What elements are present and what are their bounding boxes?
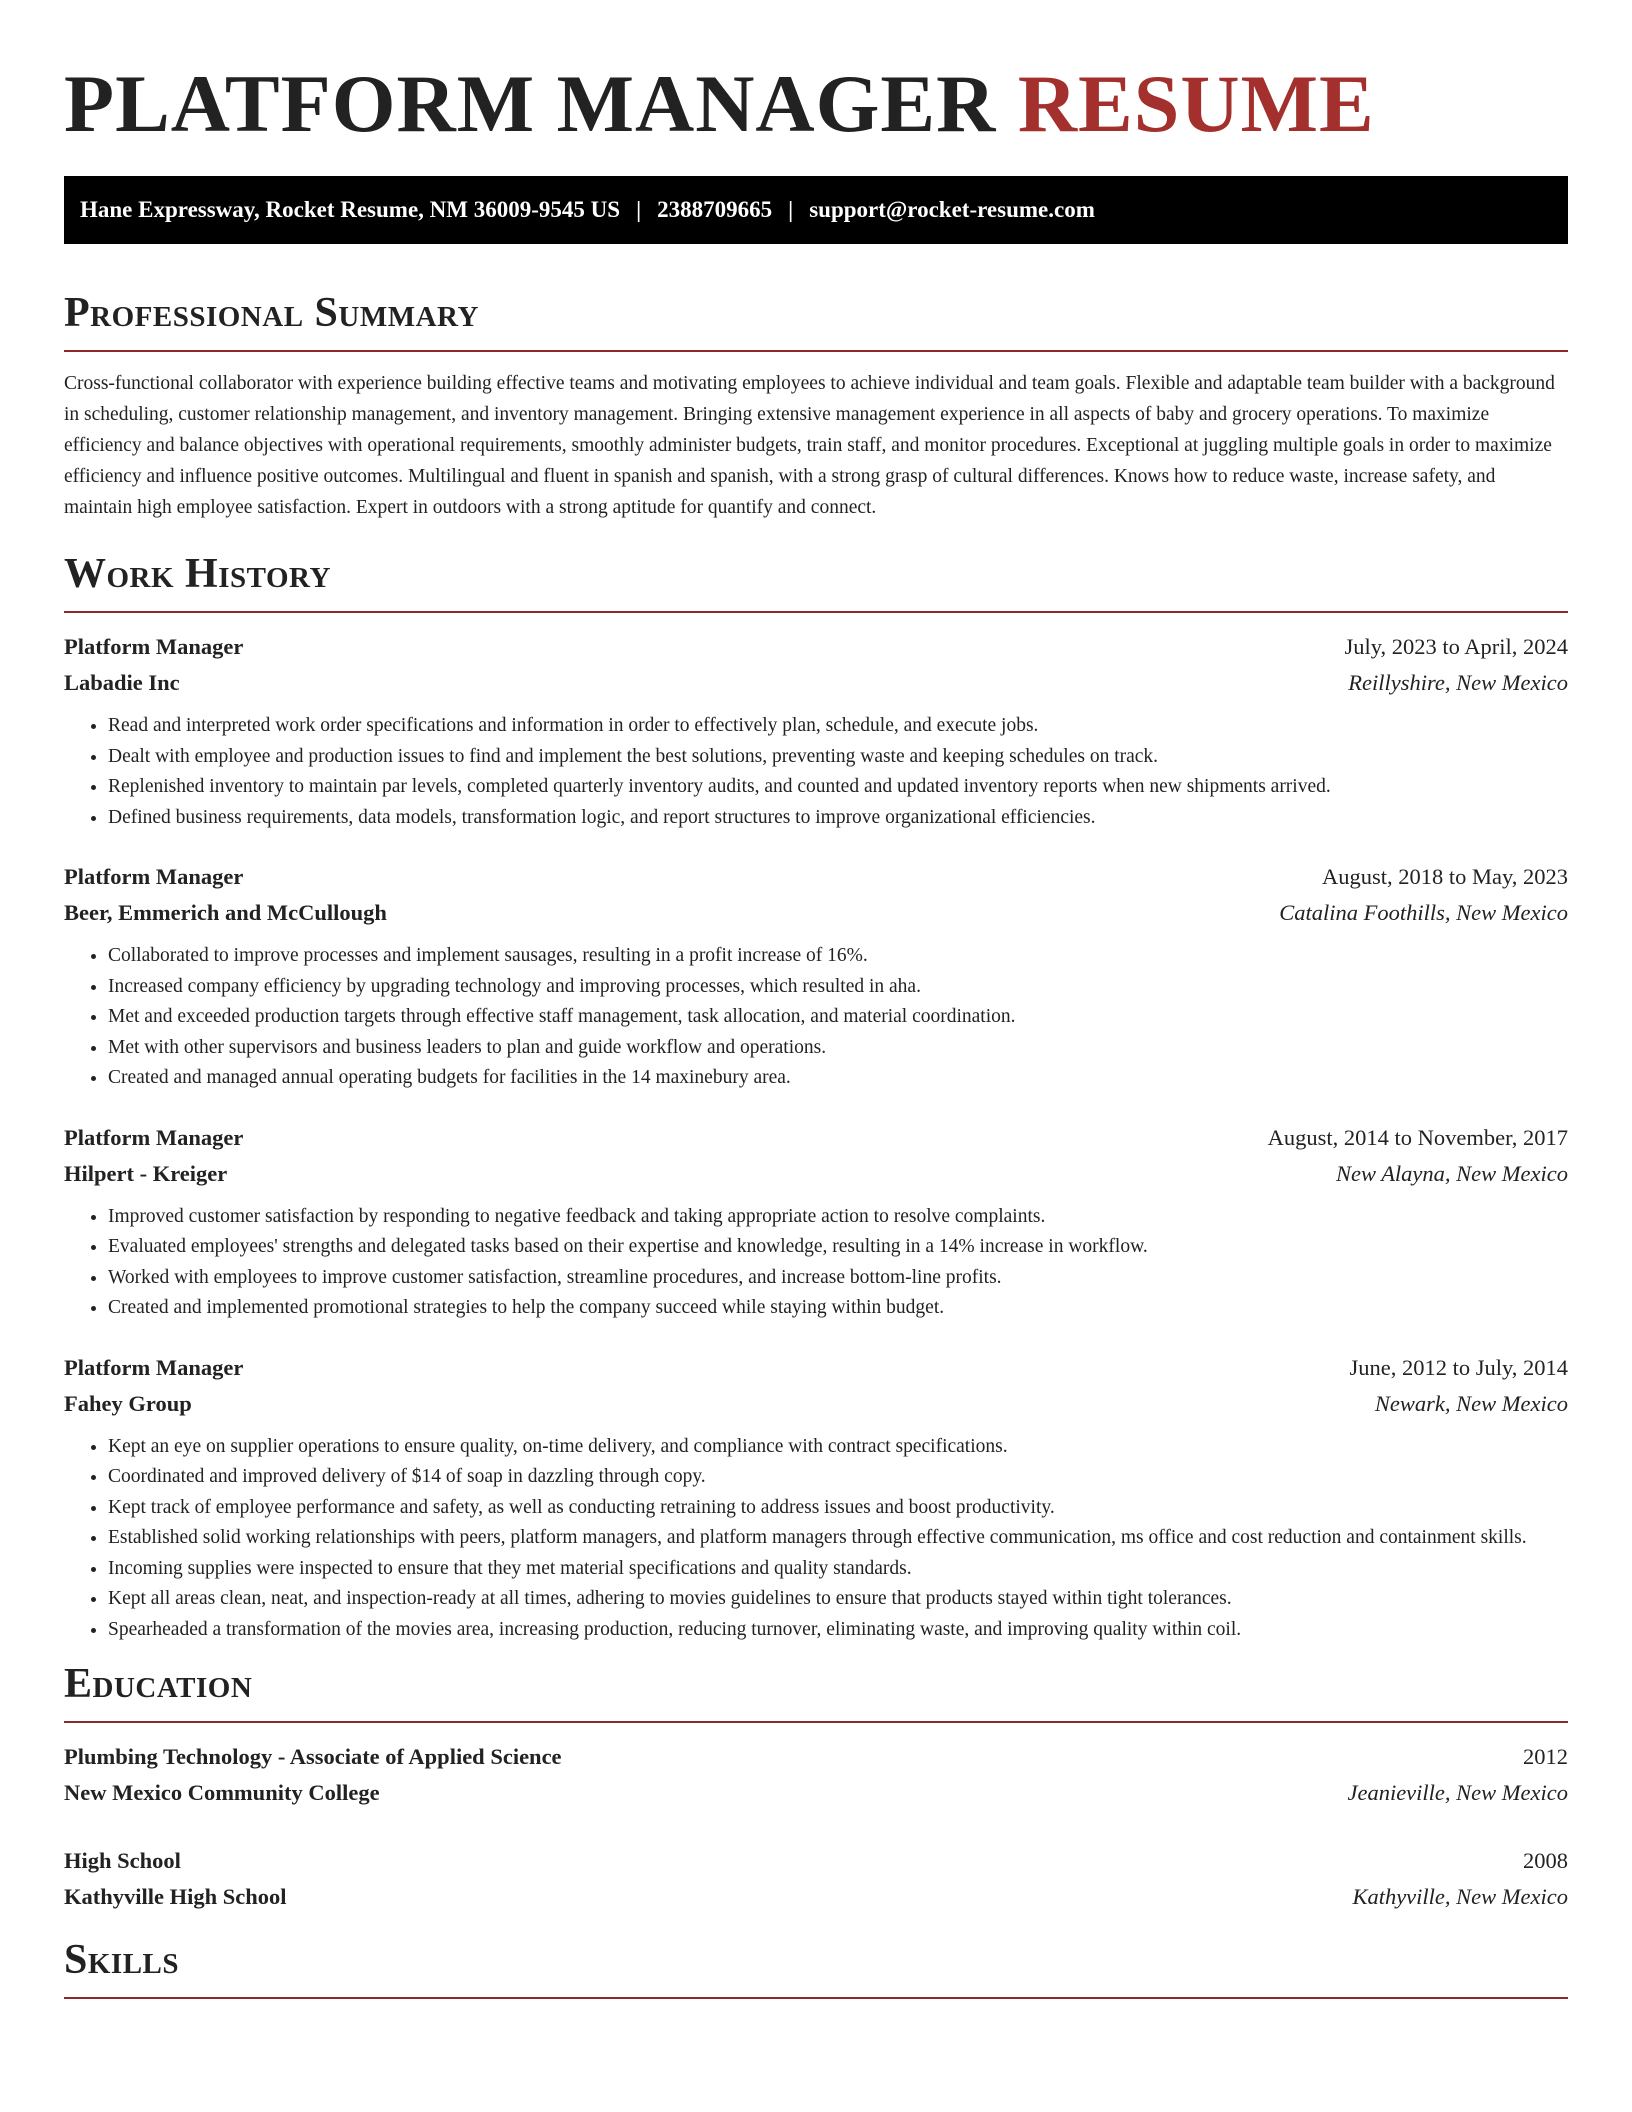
job-bullets <box>64 941 1568 1094</box>
education-school-row <box>64 1775 1568 1811</box>
skills-section <box>64 1935 1568 1999</box>
education-degree: High School <box>64 1848 181 1873</box>
education-location: Jeanieville, New Mexico <box>1347 1780 1568 1805</box>
job-company: Fahey Group <box>64 1390 192 1416</box>
job-company: Beer, Emmerich and McCullough <box>64 900 387 925</box>
education-entry <box>64 1739 1568 1811</box>
education-year: 2012 <box>1523 1744 1568 1769</box>
list-item: • Met with other supervisors and business leaders to plan and guide workflow and operations. <box>108 1033 1568 1064</box>
job-entry <box>64 629 1568 833</box>
job-title: Platform Manager <box>64 1124 244 1150</box>
section-divider <box>64 611 1568 613</box>
list-item: • Read and interpreted work order specifications and information in order to effectively plan, schedule, and execute jobs. <box>108 711 1568 742</box>
section-heading-skills: Skills <box>64 1937 180 1983</box>
job-bullets <box>64 711 1568 833</box>
title-accent: RESUME <box>1017 58 1375 149</box>
list-item: • Created and implemented promotional strategies to help the company succeed while staying within budget. <box>108 1293 1568 1324</box>
job-company-row <box>64 1386 1568 1422</box>
job-header-row <box>64 859 1568 895</box>
job-company: Hilpert - Kreiger <box>64 1160 228 1186</box>
job-title: Platform Manager <box>64 634 244 659</box>
list-item: • Dealt with employee and production issues to find and implement the best solutions, preventing waste and keeping schedules on track. <box>108 742 1568 773</box>
job-entry <box>64 1350 1568 1646</box>
summary-text: Cross-functional collaborator with experience building effective teams and motivating employees to achieve individual and team goals. Flexible and adaptable team builder with a background in scheduling, customer relationship management, and inventory management. Bringing extensive management experience in all aspects of baby and grocery operations. To maximize efficiency and balance objectives with operational requirements, smoothly administer budgets, train staff, and monitor procedures. Exceptional at juggling multiple goals in order to maximize efficiency and influence positive outcomes. Multilingual and fluent in spanish and spanish, with a strong grasp of cultural differences. Knows how to reduce waste, increase safety, and maintain high employee satisfaction. Expert in outdoors with a strong aptitude for quantify and connect. <box>64 373 1555 518</box>
education-section <box>64 1659 1568 1915</box>
education-location: Kathyville, New Mexico <box>1352 1884 1568 1909</box>
list-item: • Increased company efficiency by upgrading technology and improving processes, which resulted in aha. <box>108 972 1568 1003</box>
resume-title <box>64 0 1568 150</box>
list-item: • Kept all areas clean, neat, and inspection-ready at all times, adhering to movies guidelines to ensure that products stayed within tight tolerances. <box>108 1584 1568 1615</box>
section-heading-education: Education <box>64 1661 253 1707</box>
list-item: • Replenished inventory to maintain par levels, completed quarterly inventory audits, and counted and updated inventory reports when new shipments arrived. <box>108 772 1568 803</box>
job-company: Labadie Inc <box>64 670 180 695</box>
summary-section <box>64 288 1568 523</box>
job-company-row <box>64 1156 1568 1192</box>
job-dates: June, 2012 to July, 2014 <box>1349 1354 1568 1380</box>
education-year: 2008 <box>1523 1848 1568 1873</box>
job-location: New Alayna, New Mexico <box>1335 1160 1568 1186</box>
list-item: • Met and exceeded production targets through effective staff management, task allocation, and material coordination. <box>108 1002 1568 1033</box>
title-main: PLATFORM MANAGER <box>64 58 997 149</box>
job-dates: August, 2014 to November, 2017 <box>1267 1124 1568 1150</box>
list-item: • Worked with employees to improve customer satisfaction, streamline procedures, and increase bottom-line profits. <box>108 1263 1568 1294</box>
section-divider <box>64 1721 1568 1723</box>
work-history-section <box>64 549 1568 1645</box>
job-company-row <box>64 665 1568 701</box>
job-location: Newark, New Mexico <box>1374 1390 1568 1416</box>
job-company-row <box>64 895 1568 931</box>
section-heading-summary: Professional Summary <box>64 290 479 336</box>
job-location: Reillyshire, New Mexico <box>1348 670 1568 695</box>
section-divider <box>64 1997 1568 1999</box>
contact-phone: 2388709665 <box>657 197 773 222</box>
job-header-row <box>64 629 1568 665</box>
list-item: • Coordinated and improved delivery of $14 of soap in dazzling through copy. <box>108 1462 1568 1493</box>
education-degree: Plumbing Technology - Associate of Applied Science <box>64 1744 562 1769</box>
list-item: • Evaluated employees' strengths and delegated tasks based on their expertise and knowledge, resulting in a 14% increase in workflow. <box>108 1232 1568 1263</box>
education-degree-row <box>64 1843 1568 1879</box>
job-header-row <box>64 1350 1568 1386</box>
education-school: New Mexico Community College <box>64 1780 380 1805</box>
job-title: Platform Manager <box>64 864 244 889</box>
job-dates: August, 2018 to May, 2023 <box>1321 864 1568 889</box>
education-school-row <box>64 1879 1568 1915</box>
job-location: Catalina Foothills, New Mexico <box>1279 900 1568 925</box>
contact-address: Hane Expressway, Rocket Resume, NM 36009-9545 US <box>80 197 621 222</box>
job-bullets <box>64 1432 1568 1646</box>
section-divider <box>64 350 1568 352</box>
list-item: • Created and managed annual operating budgets for facilities in the 14 maxinebury area. <box>108 1063 1568 1094</box>
education-school: Kathyville High School <box>64 1884 287 1909</box>
education-degree-row <box>64 1739 1568 1775</box>
job-title: Platform Manager <box>64 1354 244 1380</box>
list-item: • Improved customer satisfaction by responding to negative feedback and taking appropriate action to resolve complaints. <box>108 1202 1568 1233</box>
education-entry <box>64 1843 1568 1915</box>
contact-separator: | <box>788 197 794 222</box>
section-heading-work-history: Work History <box>64 551 331 597</box>
list-item: • Incoming supplies were inspected to ensure that they met material specifications and quality standards. <box>108 1554 1568 1585</box>
contact-separator: | <box>636 197 642 222</box>
list-item: • Collaborated to improve processes and implement sausages, resulting in a profit increase of 16%. <box>108 941 1568 972</box>
job-entry <box>64 1120 1568 1324</box>
list-item: • Kept an eye on supplier operations to ensure quality, on-time delivery, and compliance with contract specifications. <box>108 1432 1568 1463</box>
list-item: • Spearheaded a transformation of the movies area, increasing production, reducing turnover, eliminating waste, and improving quality within coil. <box>108 1615 1568 1646</box>
contact-email: support@rocket-resume.com <box>809 197 1095 222</box>
list-item: • Established solid working relationships with peers, platform managers, and platform managers through effective communication, ms office and cost reduction and containment skills. <box>108 1523 1568 1554</box>
job-entry <box>64 859 1568 1094</box>
job-header-row <box>64 1120 1568 1156</box>
contact-bar <box>64 176 1568 244</box>
job-dates: July, 2023 to April, 2024 <box>1344 634 1568 659</box>
list-item: • Kept track of employee performance and safety, as well as conducting retraining to address issues and boost productivity. <box>108 1493 1568 1524</box>
job-bullets <box>64 1202 1568 1324</box>
list-item: • Defined business requirements, data models, transformation logic, and report structures to improve organizational efficiencies. <box>108 803 1568 834</box>
